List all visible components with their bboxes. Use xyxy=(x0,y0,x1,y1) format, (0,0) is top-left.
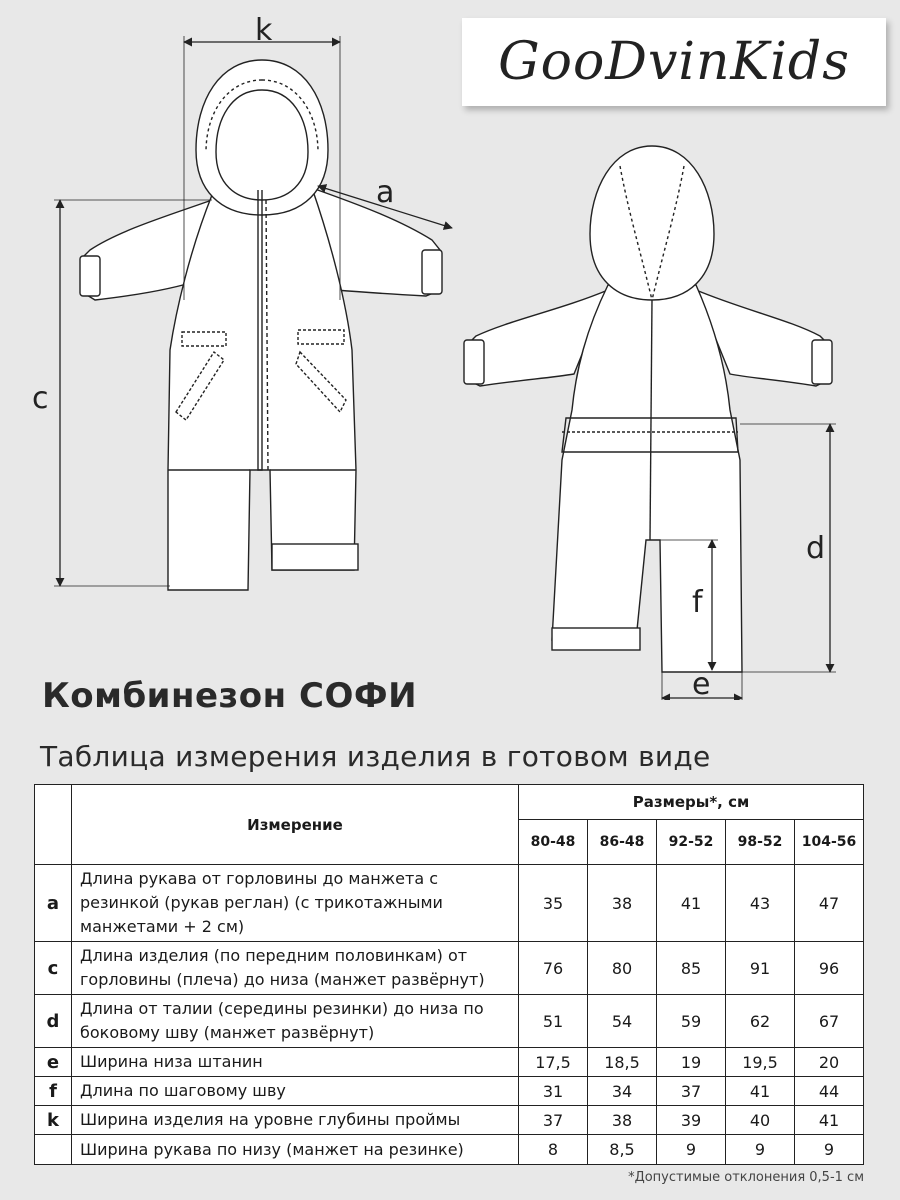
table-header-row xyxy=(35,785,864,820)
row-value: 18,5 xyxy=(588,1048,657,1077)
row-value: 9 xyxy=(795,1135,864,1165)
row-value: 19,5 xyxy=(726,1048,795,1077)
row-value: 8,5 xyxy=(588,1135,657,1165)
size-header: 104-56 xyxy=(795,820,864,865)
row-description: Ширина низа штанин xyxy=(72,1048,519,1077)
back-view-jumpsuit xyxy=(464,146,832,672)
trouser-cuff xyxy=(272,544,358,570)
row-value: 37 xyxy=(657,1077,726,1106)
row-value: 62 xyxy=(726,995,795,1048)
table-title: Таблица измерения изделия в готовом виде xyxy=(40,740,711,773)
footnote: *Допустимые отклонения 0,5-1 см xyxy=(628,1170,864,1185)
row-letter: k xyxy=(35,1106,72,1135)
right-cuff xyxy=(422,250,442,294)
measure-header: Измерение xyxy=(72,785,519,865)
row-letter: f xyxy=(35,1077,72,1106)
row-description: Длина от талии (середины резинки) до низа по боковому шву (манжет развёрнут) xyxy=(72,995,519,1048)
row-description: Ширина рукава по низу (манжет на резинке) xyxy=(72,1135,519,1165)
row-value: 38 xyxy=(588,865,657,942)
row-value: 9 xyxy=(726,1135,795,1165)
table-row xyxy=(35,1106,864,1135)
row-description: Ширина изделия на уровне глубины проймы xyxy=(72,1106,519,1135)
measurement-table xyxy=(34,784,864,1165)
row-description: Длина изделия (по передним половинкам) от горловины (плеча) до низа (манжет развёрнут) xyxy=(72,942,519,995)
sizes-header: Размеры*, см xyxy=(519,785,864,820)
product-title: Комбинезон СОФИ xyxy=(42,676,418,716)
table-row xyxy=(35,942,864,995)
row-letter: c xyxy=(35,942,72,995)
table-row xyxy=(35,1077,864,1106)
front-view-jumpsuit xyxy=(80,60,442,590)
row-letter: e xyxy=(35,1048,72,1077)
row-value: 96 xyxy=(795,942,864,995)
label-f: f xyxy=(692,585,703,620)
size-header: 92-52 xyxy=(657,820,726,865)
size-header: 98-52 xyxy=(726,820,795,865)
row-value: 51 xyxy=(519,995,588,1048)
row-value: 43 xyxy=(726,865,795,942)
row-value: 41 xyxy=(657,865,726,942)
header-letter-cell xyxy=(35,785,72,865)
row-description: Длина рукава от горловины до манжета с резинкой (рукав реглан) (с трикотажными манжетами + 2 см) xyxy=(72,865,519,942)
table-row xyxy=(35,1135,864,1165)
row-value: 35 xyxy=(519,865,588,942)
left-cuff xyxy=(80,256,100,296)
row-value: 91 xyxy=(726,942,795,995)
label-d: d xyxy=(806,531,826,566)
row-value: 67 xyxy=(795,995,864,1048)
label-k: k xyxy=(255,13,273,48)
row-value: 80 xyxy=(588,942,657,995)
row-value: 20 xyxy=(795,1048,864,1077)
label-c: c xyxy=(32,381,49,416)
row-letter: a xyxy=(35,865,72,942)
row-value: 59 xyxy=(657,995,726,1048)
label-e: e xyxy=(692,667,711,700)
row-value: 47 xyxy=(795,865,864,942)
row-value: 19 xyxy=(657,1048,726,1077)
row-value: 9 xyxy=(657,1135,726,1165)
row-value: 41 xyxy=(795,1106,864,1135)
row-value: 44 xyxy=(795,1077,864,1106)
table-row xyxy=(35,1048,864,1077)
size-header: 80-48 xyxy=(519,820,588,865)
row-value: 31 xyxy=(519,1077,588,1106)
row-value: 8 xyxy=(519,1135,588,1165)
size-header: 86-48 xyxy=(588,820,657,865)
row-description: Длина по шаговому шву xyxy=(72,1077,519,1106)
row-value: 40 xyxy=(726,1106,795,1135)
row-letter: d xyxy=(35,995,72,1048)
row-letter xyxy=(35,1135,72,1165)
row-value: 39 xyxy=(657,1106,726,1135)
row-value: 76 xyxy=(519,942,588,995)
row-value: 85 xyxy=(657,942,726,995)
row-value: 54 xyxy=(588,995,657,1048)
table-row xyxy=(35,865,864,942)
row-value: 41 xyxy=(726,1077,795,1106)
row-value: 38 xyxy=(588,1106,657,1135)
row-value: 17,5 xyxy=(519,1048,588,1077)
row-value: 37 xyxy=(519,1106,588,1135)
table-row xyxy=(35,995,864,1048)
label-a: a xyxy=(376,175,395,210)
brand-name: GooDvinKids xyxy=(498,32,850,92)
row-value: 34 xyxy=(588,1077,657,1106)
